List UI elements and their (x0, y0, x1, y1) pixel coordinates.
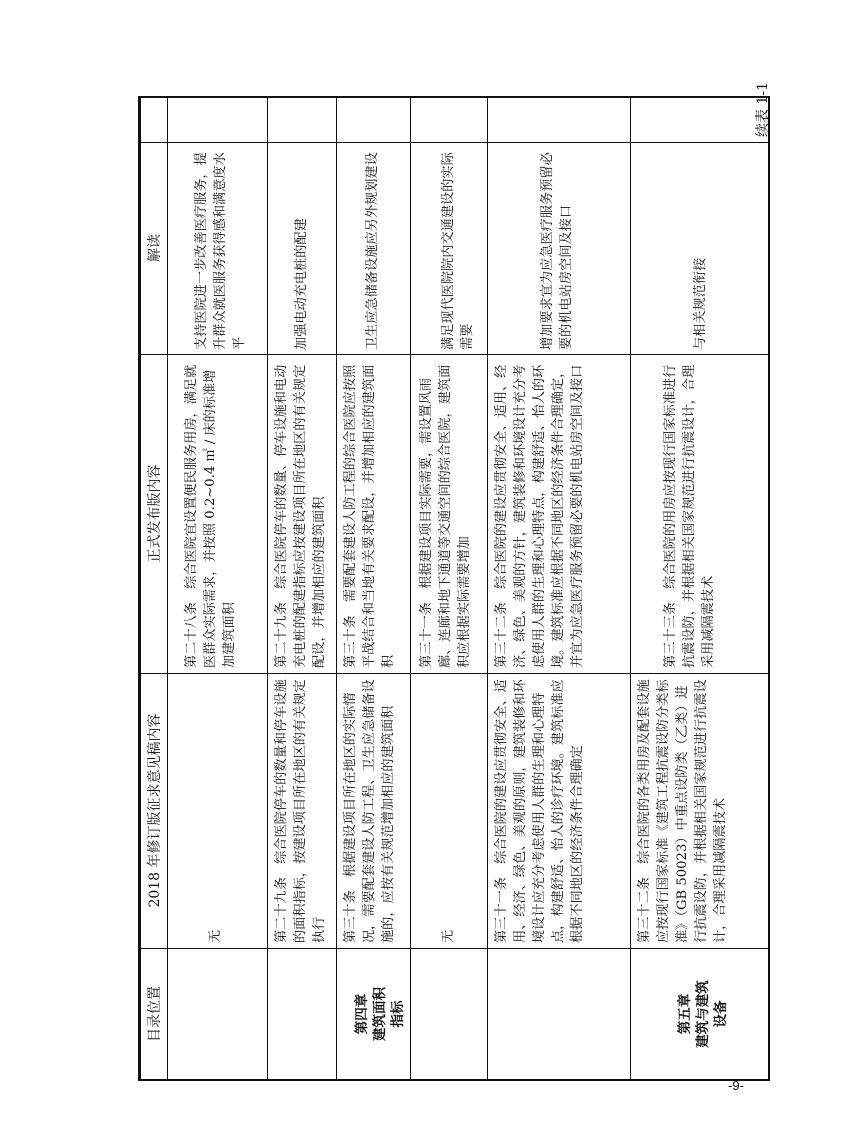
row-4-official: 第三十一条 根据建设项目实际需要，需设置风雨廊、连廊和地下通道等交通空间的综合医院，建筑面积应根据实际需要增加 (419, 364, 472, 668)
row-5-interpretation: 增加要求宜为应急医疗服务预留必要的机电站房空间及接口 (540, 152, 574, 350)
row-5-official: 第三十二条 综合医院的建设应贯彻安全、适用、经济、绿色、美观的方针，建筑装修和环境设计充分考虑使用人群的生理和心理特点，构建舒适、怡人的环境。建筑标准应根据不同地区的经济条件合理确定，并宜为应急医疗服务预留必要的机电站房空间及接口 (494, 364, 585, 668)
continued-label: 续表 1-1 (755, 82, 771, 137)
row-6-draft: 第三十二条 综合医院的各类用房及配套设施应按现行国家标准《建筑工程抗震设防分类标准》（GB 50023）中重点设防类（乙类）进行抗震设防，并根据相关国家规范进行抗震设计，合理采用减隔震技术 (637, 679, 728, 943)
row-5-draft: 第三十一条 综合医院的建设应贯彻安全、适用、经济、绿色、美观的原则，建筑装修和环境设计应充分考虑使用人群的生理和心理特点，构建舒适、怡人的诊疗环境。建筑标准应根据不同地区的经济条件合理确定 (494, 679, 585, 943)
row-1-official: 第二十八条 综合医院宜设置便民服务用房，满足就医群众实际需求，并按照 0.2~0.4 ㎡ / 床的标准增加建筑面积 (184, 364, 237, 668)
row-2-official: 第二十九条 综合医院停车的数量、停车设施和电动充电桩的配建指标应按建设项目所在地区的有关规定配设，并增加相应的建筑面积 (274, 364, 327, 668)
row-3-official: 第三十条 需要配套建设人防工程的综合医院应按照平战结合和当地有关要求配设，并增加相应的建筑面积 (343, 364, 396, 668)
chapter-4-label: 第四章 建筑面积 指标 (354, 987, 406, 1041)
row-4-interpretation: 满足现代医院院内交通建设的实际需要 (441, 152, 475, 350)
header-interpretation: 解读 (147, 234, 163, 262)
comparison-table (138, 96, 770, 1081)
row-6-interpretation: 与相关规范衔接 (693, 257, 708, 350)
page-number: -9- (728, 1078, 744, 1093)
row-4-draft: 无 (441, 929, 456, 943)
row-2-interpretation: 加强电动充电桩的配建 (294, 218, 309, 350)
header-draft: 2018 年修订版征求意见稿内容 (147, 713, 163, 908)
header-official: 正式发布版内容 (147, 464, 163, 563)
row-3-draft: 第三十条 根据建设项目所在地区的实际情况，需要配套建设人防工程、卫生应急储备设施的，应按有关规范增加相应的建筑面积 (343, 679, 396, 943)
row-2-draft: 第二十九条 综合医院停车的数量和停车设施的面积指标，按建设项目所在地区的有关规定执行 (274, 679, 327, 943)
chapter-5-label: 第五章 建筑与建筑 设备 (677, 980, 729, 1048)
header-position: 目录位置 (147, 986, 163, 1042)
row-1-interpretation: 支持医院进一步改善医疗服务，提升群众就医服务获得感和满意度水平 (194, 152, 247, 350)
row-3-interpretation: 卫生应急储备设施应另外规划建设 (365, 152, 380, 350)
row-1-draft: 无 (208, 929, 223, 943)
row-6-official: 第三十三条 综合医院的用房应按现行国家标准进行抗震设防，并根据相关国家规范进行抗震设计，合理采用减隔震技术 (663, 364, 716, 668)
